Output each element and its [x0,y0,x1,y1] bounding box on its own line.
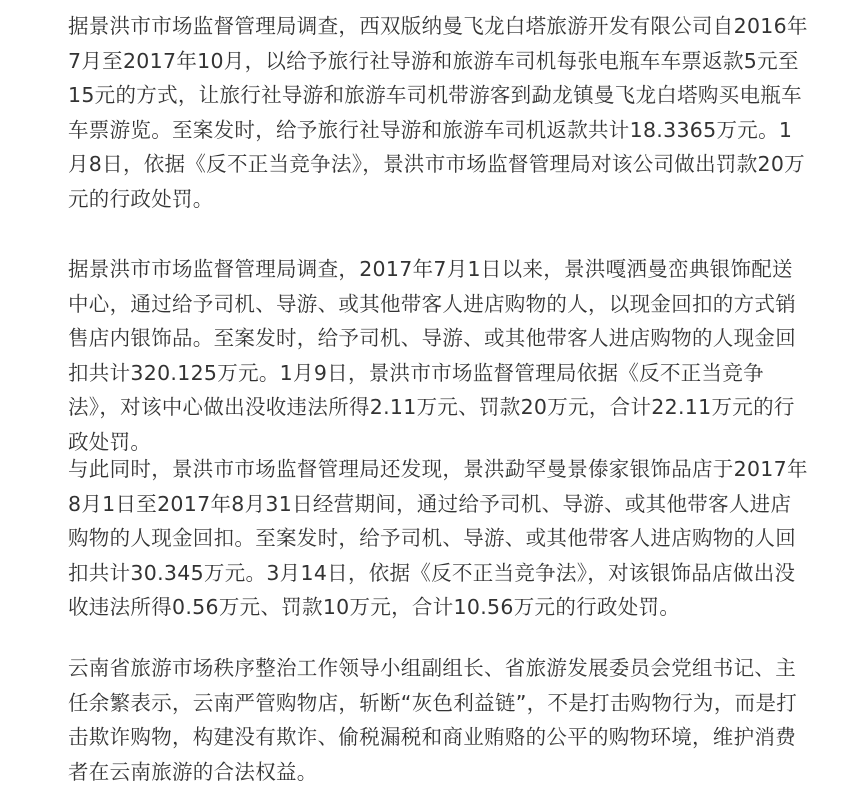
paragraph-silver-distribution-penalty: 据景洪市市场监督管理局调查，2017年7月1日以来，景洪嘎洒曼峦典银饰配送中心，通过给予司机、导游、或其他带客人进店购物的人，以现金回扣的方式销售店内银饰品。至案发时，给予司机、导游、或其他带客人进店购物的人现金回扣共计320.125万元。1月9日，景洪市市场监督管理局依据《反不正当竞争法》，对该中心做出没收违法所得2.11万元、罚款20万元，合计22.11万元的行政处罚。 [68,257,796,454]
paragraph-silver-shop-penalty: 与此同时，景洪市市场监督管理局还发现，景洪勐罕曼景傣家银饰品店于2017年8月1日至2017年8月31日经营期间，通过给予司机、导游、或其他带客人进店购物的人现金回扣。至案发时，给予司机、导游、或其他带客人进店购物的人回扣共计30.345万元。3月14日，依据《反不正当竞争法》，对该银饰品店做出没收违法所得0.56万元、罚款10万元，合计10.56万元的行政处罚。 [68,457,808,619]
paragraph-official-statement: 云南省旅游市场秩序整治工作领导小组副组长、省旅游发展委员会党组书记、主任余繁表示，云南严管购物店，斩断“灰色利益链”，不是打击购物行为，而是打击欺诈购物，构建没有欺诈、偷税漏税和商业贿赂的公平的购物环境，维护消费者在云南旅游的合法权益。 [68,656,798,784]
paragraph-mangfeilong-penalty: 据景洪市市场监督管理局调查，西双版纳曼飞龙白塔旅游开发有限公司自2016年7月至2017年10月，以给予旅行社导游和旅游车司机每张电瓶车车票返款5元至15元的方式，让旅行社导游和旅游车司机带游客到勐龙镇曼飞龙白塔购买电瓶车车票游览。至案发时，给予旅行社导游和旅游车司机返款共计18.3365万元。1月8日，依据《反不正当竞争法》，景洪市市场监督管理局对该公司做出罚款20万元的行政处罚。 [68,14,808,211]
